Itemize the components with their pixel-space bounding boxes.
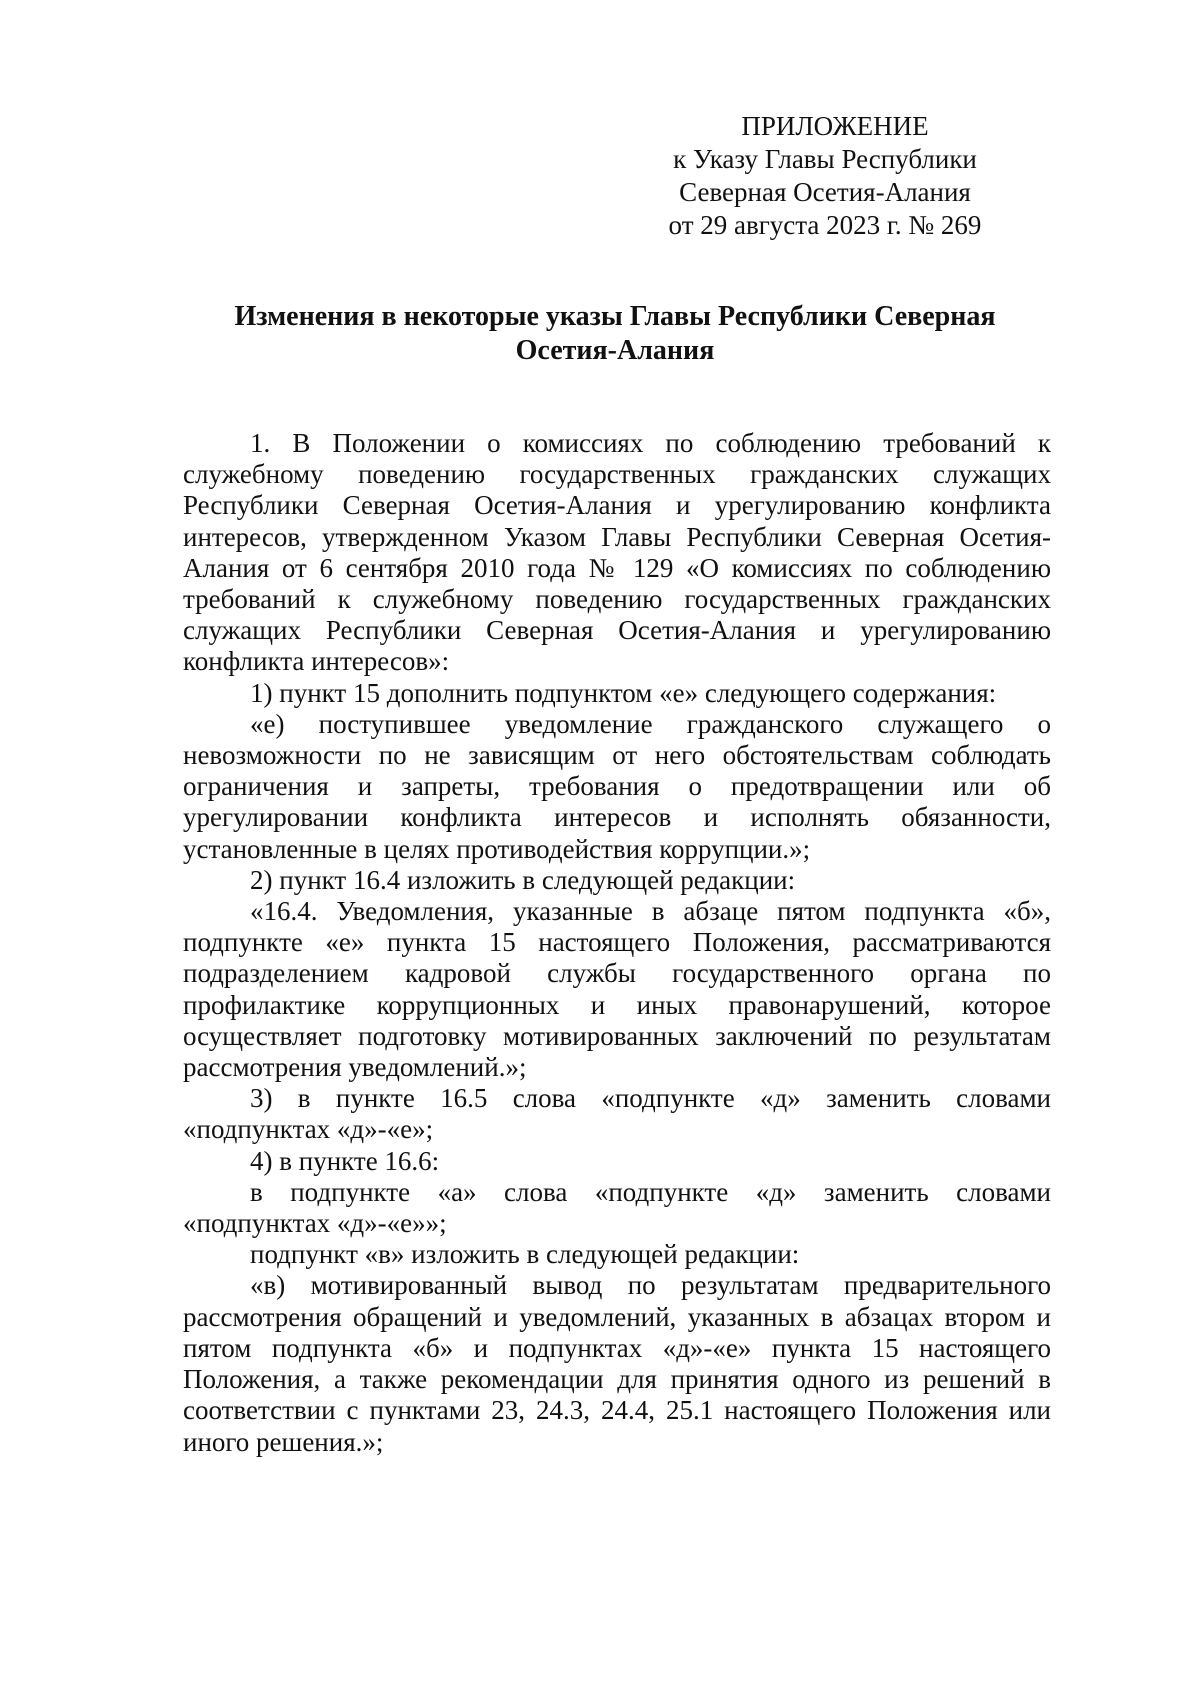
paragraph-quote-e: «е) поступившее уведомление гражданского служащего о невозможности по не зависящим от него обстоятельствам соблюдать ограничения и запреты, требования о предотвращении или об урегулировании конфликта интересов и исполнять обязанности, установленные в целях противодействия коррупции.»; xyxy=(183,708,1051,864)
paragraph-subitem-2: 2) пункт 16.4 изложить в следующей редакции: xyxy=(250,864,796,895)
paragraph-subitem-3: 3) в пункте 16.5 слова «подпункте «д» заменить словами «подпунктах «д»-«е»; xyxy=(183,1083,1051,1145)
document-title: Изменения в некоторые указы Главы Республики Северная Осетия-Алания xyxy=(234,301,996,366)
appendix-title: ПРИЛОЖЕНИЕ xyxy=(741,111,929,141)
paragraph-subitem-4-v: подпункт «в» изложить в следующей редакции: xyxy=(250,1239,800,1270)
appendix-republic-line: Северная Осетия-Алания xyxy=(679,177,971,207)
paragraph-quote-v: «в) мотивированный вывод по результатам предварительного рассмотрения обращений и уведомлений, указанных в абзацах втором и пятом подпункта «б» и подпунктах «д»-«е» пункта 15 настоящего Положения, а также рекомендации для принятия одного из решений в соответствии с пунктами 23, 24.3, 24.4, 25.1 настоящего Положения или иного решения.»; xyxy=(183,1270,1051,1457)
document-body xyxy=(183,428,1051,1458)
appendix-decree-line: к Указу Главы Республики xyxy=(673,144,977,174)
paragraph-quote-16-4: «16.4. Уведомления, указанные в абзаце пятом подпункта «б», подпункте «е» пункта 15 настоящего Положения, рассматриваются подразделением кадровой службы государственного органа по профилактике коррупционных и иных правонарушений, которое осуществляет подготовку мотивированных заключений по результатам рассмотрения уведомлений.»; xyxy=(183,896,1051,1083)
paragraph-subitem-4: 4) в пункте 16.6: xyxy=(250,1145,440,1176)
appendix-header xyxy=(640,110,1010,242)
paragraph-subitem-1: 1) пункт 15 дополнить подпунктом «е» следующего содержания: xyxy=(250,677,997,708)
paragraph-item-1: 1. В Положении о комиссиях по соблюдению требований к служебному поведению государственных гражданских служащих Республики Северная Осетия-Алания и урегулированию конфликта интересов, утвержденном Указом Главы Республики Северная Осетия-Алания от 6 сентября 2010 года № 129 «О комиссиях по соблюдению требований к служебному поведению государственных гражданских служащих Республики Северная Осетия-Алания и урегулированию конфликта интересов»: xyxy=(183,428,1051,677)
paragraph-subitem-4-a: в подпункте «а» слова «подпункте «д» заменить словами «подпунктах «д»-«е»»; xyxy=(183,1176,1051,1239)
appendix-date-line: от 29 августа 2023 г. № 269 xyxy=(668,210,982,240)
